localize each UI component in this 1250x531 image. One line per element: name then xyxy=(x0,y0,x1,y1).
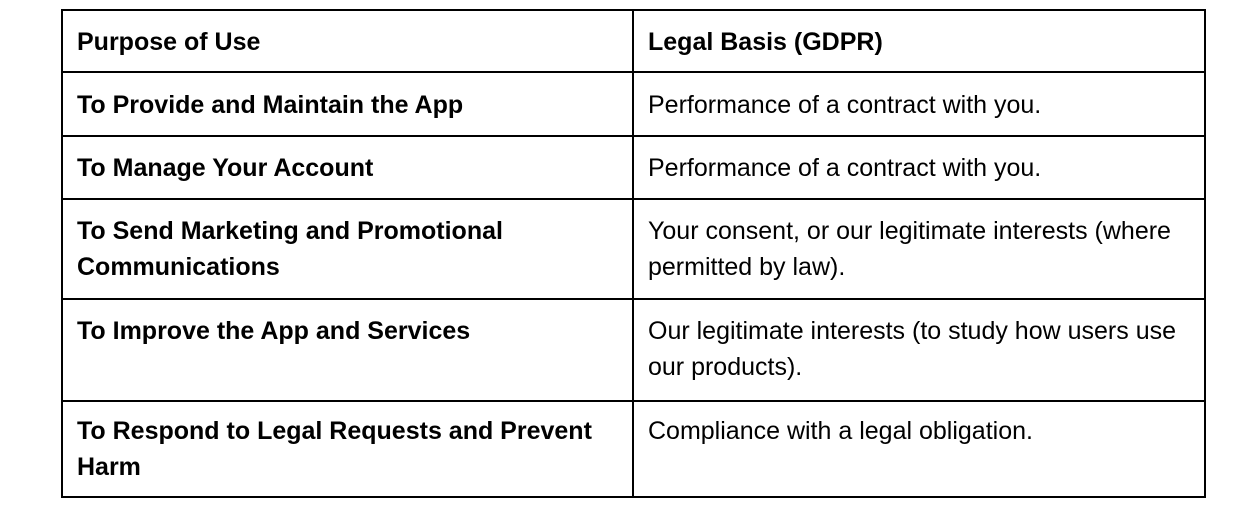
purpose-cell: To Provide and Maintain the App xyxy=(62,72,633,136)
table-row xyxy=(62,401,1205,497)
legal-basis-cell: Compliance with a legal obligation. xyxy=(633,401,1205,497)
legal-basis-cell: Performance of a contract with you. xyxy=(633,136,1205,199)
gdpr-legal-basis-table xyxy=(61,9,1206,498)
table-row xyxy=(62,199,1205,299)
header-legal-basis: Legal Basis (GDPR) xyxy=(633,10,1205,72)
purpose-cell: To Send Marketing and Promotional Communications xyxy=(62,199,633,299)
purpose-cell: To Manage Your Account xyxy=(62,136,633,199)
purpose-cell: To Respond to Legal Requests and Prevent Harm xyxy=(62,401,633,497)
legal-basis-cell: Your consent, or our legitimate interests (where permitted by law). xyxy=(633,199,1205,299)
table-row xyxy=(62,136,1205,199)
header-purpose-of-use: Purpose of Use xyxy=(62,10,633,72)
table-row xyxy=(62,72,1205,136)
purpose-cell: To Improve the App and Services xyxy=(62,299,633,401)
gdpr-legal-basis-table-container xyxy=(61,9,1204,498)
table-row xyxy=(62,299,1205,401)
legal-basis-cell: Our legitimate interests (to study how users use our products). xyxy=(633,299,1205,401)
legal-basis-cell: Performance of a contract with you. xyxy=(633,72,1205,136)
table-header-row xyxy=(62,10,1205,72)
